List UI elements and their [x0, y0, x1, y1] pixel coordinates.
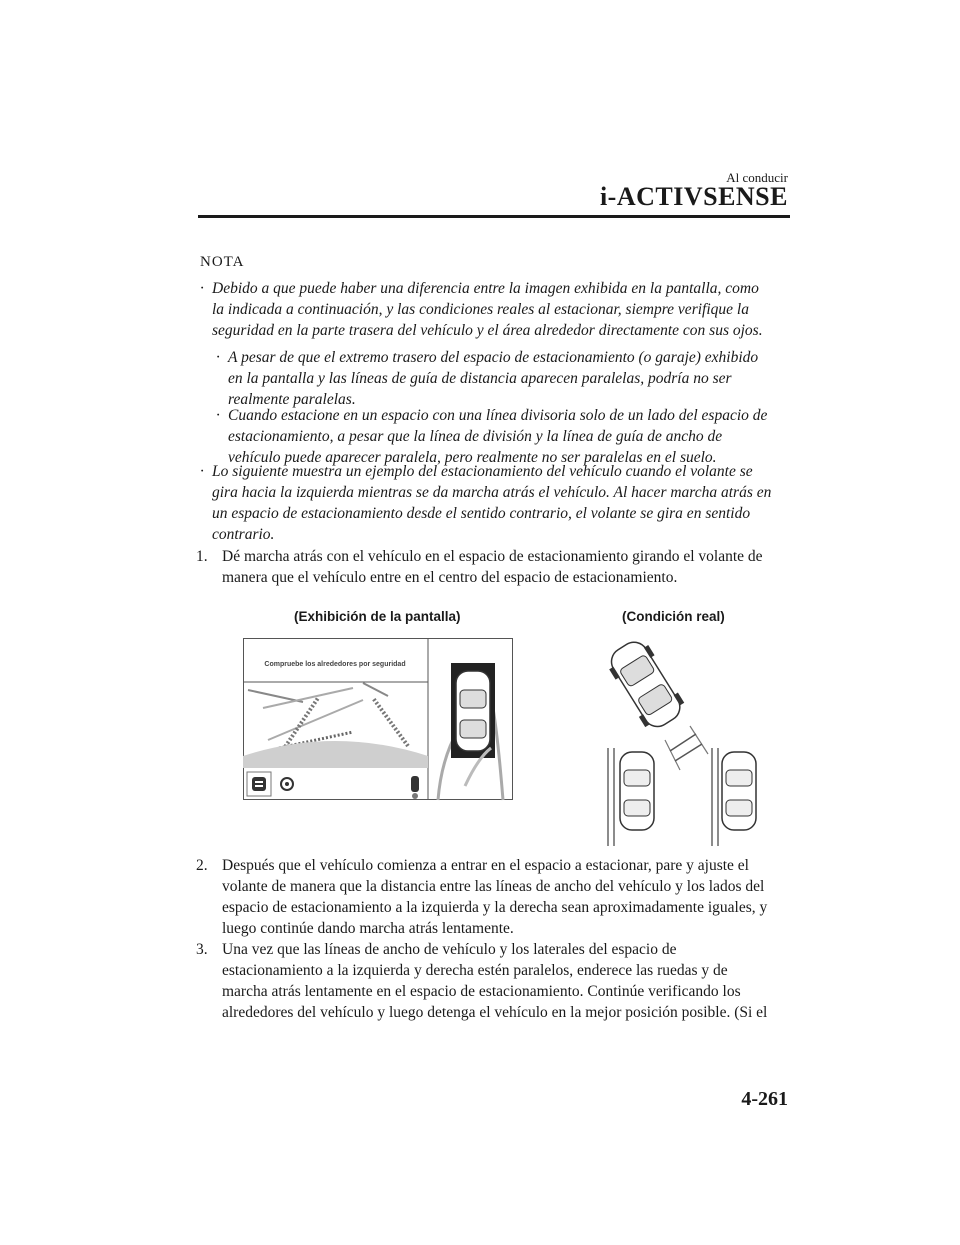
note-label: NOTA — [200, 254, 245, 270]
note-sub-bullet-2 — [216, 405, 768, 468]
screen-banner: Compruebe los alrededores por seguridad — [264, 661, 406, 668]
page-title: i-ACTIVSENSE — [599, 182, 788, 211]
view-icon — [411, 776, 419, 799]
page-number: 4-261 — [741, 1088, 788, 1110]
text-line: marcha atrás lentamente en el espacio de estacionamiento. Continúe verificando los — [222, 983, 741, 1000]
real-condition-figure — [600, 630, 760, 848]
text-line: un espacio de estacionamiento desde el sentido contrario, el volante se gira en sentido — [212, 505, 751, 522]
text-line: en la pantalla y las líneas de guía de distancia aparecen paralelas, podría no ser — [228, 370, 732, 387]
text-line: manera que el vehículo entre en el centro del espacio de estacionamiento. — [222, 569, 678, 586]
section-label: Al conducir — [726, 170, 788, 185]
text-line: Debido a que puede haber una diferencia entre la imagen exhibida en la pantalla, como — [212, 280, 759, 297]
text-line: volante de manera que la distancia entre las líneas de ancho del vehículo y los lados del — [222, 878, 765, 895]
bullet-dot-icon: · — [216, 349, 220, 366]
text-line: gira hacia la izquierda mientras se da marcha atrás el vehículo. Al hacer marcha atrás en — [212, 484, 772, 501]
text-line: Después que el vehículo comienza a entrar en el espacio a estacionar, pare y ajuste el — [222, 857, 749, 874]
note-bullet-1 — [200, 278, 763, 341]
text-line: Dé marcha atrás con el vehículo en el espacio de estacionamiento girando el volante de — [222, 548, 763, 565]
camera-switch-icon — [252, 777, 266, 791]
screen-display-figure — [243, 638, 513, 801]
note-bullet-2 — [200, 461, 772, 545]
text-line: contrario. — [212, 526, 275, 543]
text-line: Una vez que las líneas de ancho de vehículo y los laterales del espacio de — [222, 941, 677, 958]
text-line: la indicada a continuación, y las condiciones reales al estacionar, siempre verifique la — [212, 301, 749, 318]
step-number: 3. — [196, 941, 208, 958]
text-line: espacio de estacionamiento a la izquierda y la derecha sean aproximadamente iguales, y — [222, 899, 768, 916]
parked-car-left-icon — [620, 752, 654, 830]
text-line: Lo siguiente muestra un ejemplo del estacionamiento del vehículo cuando el volante se — [212, 463, 753, 480]
text-line: A pesar de que el extremo trasero del espacio de estacionamiento (o garaje) exhibido — [228, 349, 759, 366]
reversing-car-icon — [603, 635, 689, 734]
text-line: estacionamiento, a pesar que la línea de división y la línea de guía de ancho de — [228, 428, 723, 445]
bullet-dot-icon: · — [200, 280, 204, 297]
text-line: luego continúe dando marcha atrás lentamente. — [222, 920, 514, 937]
step-number: 2. — [196, 857, 208, 874]
step-number: 1. — [196, 548, 208, 565]
bullet-dot-icon: · — [216, 407, 220, 424]
note-sub-bullet-1 — [216, 347, 759, 410]
text-line: vehículo puede aparecer paralela, pero realmente no ser paralelas en el suelo. — [228, 449, 717, 466]
car-icon — [456, 671, 490, 751]
header-divider — [198, 215, 790, 218]
text-line: seguridad en la parte trasera del vehículo y el área alrededor directamente con sus ojos. — [212, 322, 763, 339]
step-2 — [196, 855, 768, 939]
text-line: alrededores del vehículo y luego detenga el vehículo en la mejor posición posible. (Si el — [222, 1004, 768, 1021]
parked-car-right-icon — [722, 752, 756, 830]
caption-screen: (Exhibición de la pantalla) — [294, 609, 461, 624]
bullet-dot-icon: · — [200, 463, 204, 480]
step-1 — [196, 546, 763, 588]
step-3 — [196, 939, 768, 1023]
caption-real: (Condición real) — [622, 609, 725, 624]
text-line: realmente paralelas. — [228, 391, 356, 408]
text-line: Cuando estacione en un espacio con una línea divisoria solo de un lado del espacio de — [228, 407, 768, 424]
text-line: estacionamiento a la izquierda y derecha estén paralelos, enderece las ruedas y de — [222, 962, 728, 979]
